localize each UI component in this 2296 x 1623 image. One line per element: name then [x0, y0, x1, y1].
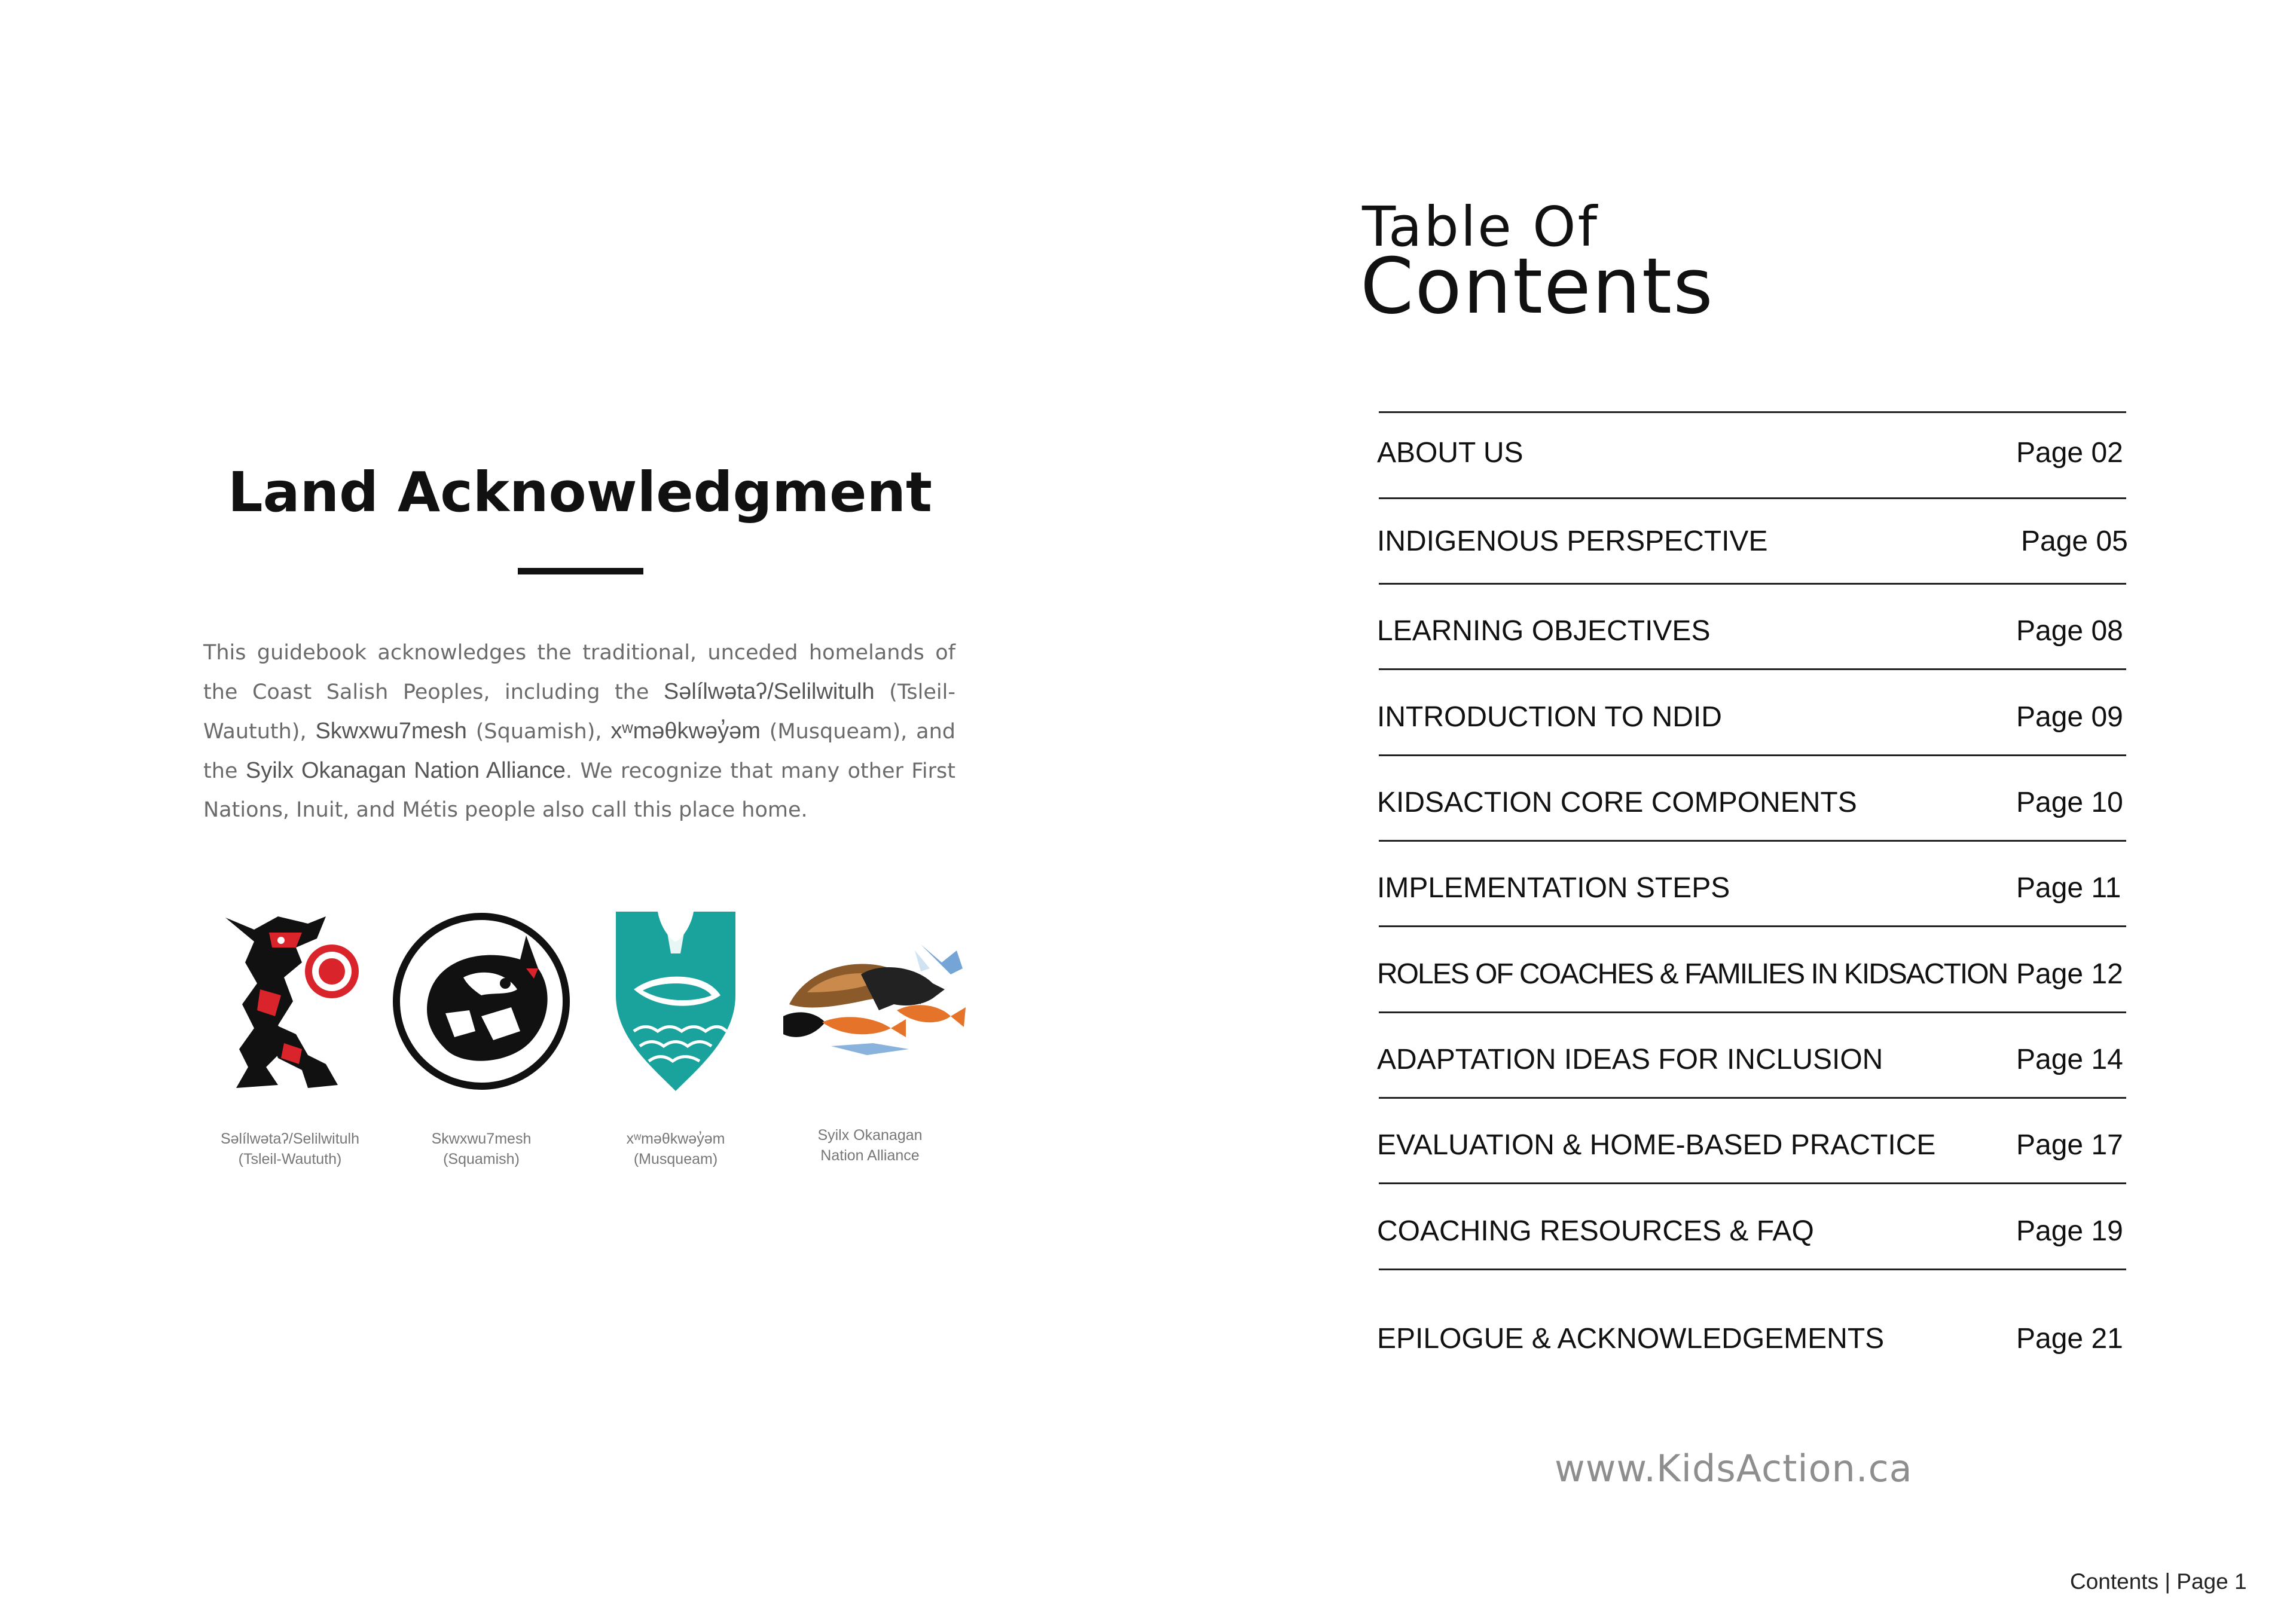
toc-item-evaluation-home-based-practice[interactable]: EVALUATION & HOME-BASED PRACTICE	[1377, 1129, 1936, 1161]
nation-name-syilx: Syilx Okanagan Nation Alliance	[245, 758, 566, 783]
toc-item-kidsaction-core-components[interactable]: KIDSACTION CORE COMPONENTS	[1377, 787, 1857, 818]
logo-caption-musqueam: xʷməθkwəy̓əm (Musqueam)	[626, 1130, 725, 1167]
logo-caption-tsleil-waututh: Səlílwətaʔ/Selilwitulh (Tsleil-Waututh)	[220, 1130, 360, 1167]
toc-divider	[1379, 840, 2126, 842]
toc-divider	[1379, 1011, 2126, 1013]
nation-name-musqueam: xʷməθkwəy̓əm	[610, 719, 761, 744]
toc-item-implementation-steps[interactable]: IMPLEMENTATION STEPS	[1377, 872, 1730, 904]
nation-name-tsleil-waututh: Səlílwətaʔ/Selilwitulh	[663, 679, 875, 704]
toc-item-indigenous-perspective[interactable]: INDIGENOUS PERSPECTIVE	[1377, 525, 1768, 557]
toc-page-number[interactable]: Page 05	[2021, 525, 2128, 557]
toc-page-number[interactable]: Page 19	[2016, 1215, 2123, 1247]
musqueam-logo-icon	[610, 906, 765, 1097]
toc-page-number[interactable]: Page 17	[2016, 1129, 2123, 1161]
toc-item-coaching-resources-faq[interactable]: COACHING RESOURCES & FAQ	[1377, 1215, 1814, 1247]
body-text: (Squamish),	[466, 720, 611, 744]
toc-page-number[interactable]: Page 12	[2016, 958, 2123, 990]
toc-divider	[1379, 1269, 2126, 1270]
logo-caption-squamish: Skwxwu7mesh (Squamish)	[431, 1130, 532, 1167]
toc-divider	[1379, 925, 2126, 927]
toc-title-line1: Table Of	[1362, 195, 1599, 259]
toc-divider	[1379, 1097, 2126, 1099]
land-acknowledgment-text	[203, 634, 955, 830]
body-text: (Musqueam), and the	[203, 720, 955, 783]
toc-page-number[interactable]: Page 08	[2016, 615, 2123, 647]
toc-divider	[1379, 1182, 2126, 1184]
toc-item-epilogue-acknowledgements[interactable]: EPILOGUE & ACKNOWLEDGEMENTS	[1377, 1323, 1885, 1355]
toc-divider	[1379, 754, 2126, 756]
toc-divider	[1379, 497, 2126, 499]
toc-page-number[interactable]: Page 11	[2016, 872, 2121, 904]
toc-title-line2: Contents	[1360, 242, 1714, 331]
title-underline	[518, 568, 643, 574]
body-text: . We recognize that many other First Nations, Inuit, and Métis people also call this place home.	[203, 759, 955, 822]
tsleil-waututh-logo-icon	[212, 906, 368, 1097]
toc-page-number[interactable]: Page 21	[2016, 1323, 2123, 1355]
toc-page-number[interactable]: Page 14	[2016, 1044, 2123, 1075]
toc-divider	[1379, 668, 2126, 670]
land-acknowledgment-title: Land Acknowledgment	[227, 460, 933, 524]
toc-item-adaptation-ideas[interactable]: ADAPTATION IDEAS FOR INCLUSION	[1377, 1044, 1883, 1075]
toc-page-number[interactable]: Page 09	[2016, 701, 2123, 733]
toc-item-roles-of-coaches-families[interactable]: ROLES OF COACHES & FAMILIES IN KIDSACTION	[1377, 958, 2008, 990]
toc-item-learning-objectives[interactable]: LEARNING OBJECTIVES	[1377, 615, 1711, 647]
nation-name-squamish: Skwxwu7mesh	[315, 719, 467, 744]
syilx-okanagan-logo-icon	[771, 933, 969, 1124]
toc-item-about-us[interactable]: ABOUT US	[1377, 437, 1523, 469]
toc-item-introduction-to-ndid[interactable]: INTRODUCTION TO NDID	[1377, 701, 1722, 733]
toc-page-number[interactable]: Page 02	[2016, 437, 2123, 469]
website-link[interactable]: www.KidsAction.ca	[1555, 1447, 1913, 1490]
squamish-logo-icon	[392, 912, 547, 1103]
toc-divider	[1379, 583, 2126, 585]
toc-divider	[1379, 411, 2126, 413]
page-footer: Contents | Page 1	[2070, 1569, 2247, 1594]
body-text: This guidebook acknowledges the traditional, unceded homelands of the Coast Salish Peoples, including the	[203, 641, 955, 704]
body-text: (Tsleil-Waututh),	[203, 680, 955, 744]
toc-page-number[interactable]: Page 10	[2016, 787, 2123, 818]
logo-caption-syilx: Syilx Okanagan Nation Alliance	[817, 1127, 923, 1164]
